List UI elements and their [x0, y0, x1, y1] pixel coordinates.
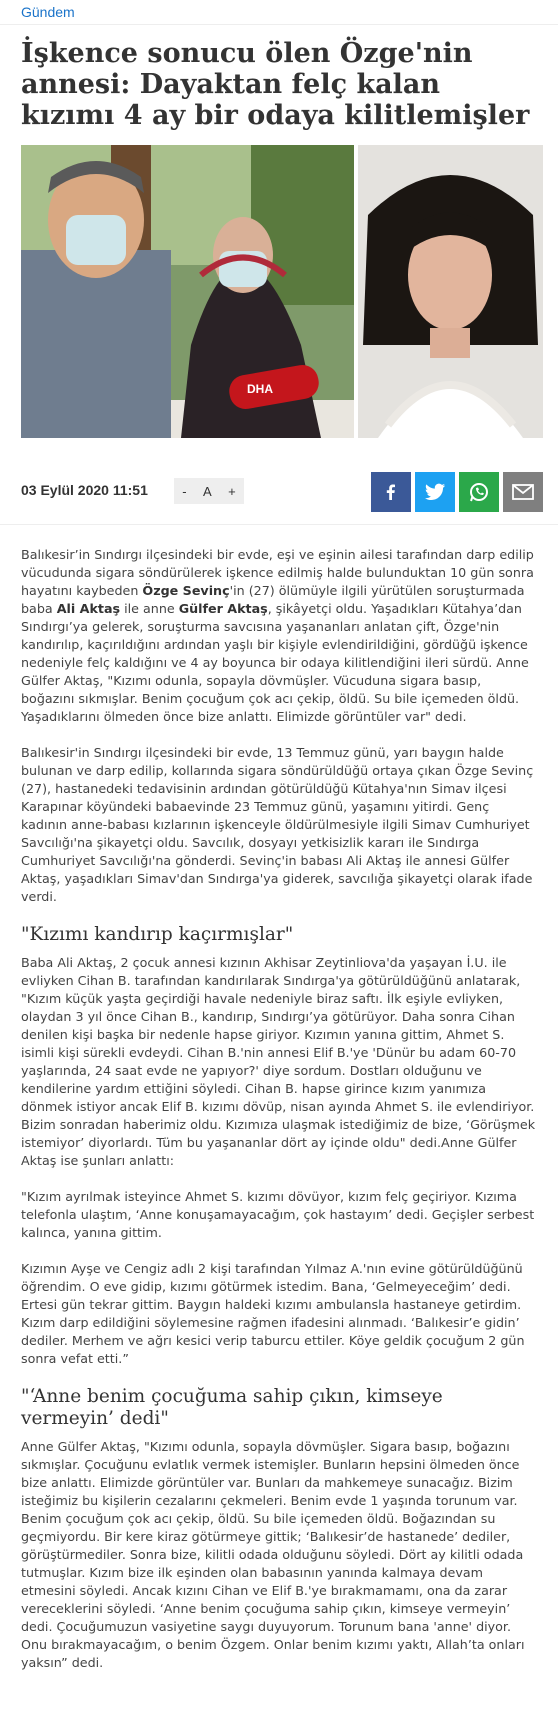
article-body [21, 546, 538, 1690]
ozge-photo [358, 145, 543, 438]
text: 'in (27) ölümüyle ilgili yürütülen soruşturmada baba [21, 583, 525, 616]
article-paragraph: Kızımın Ayşe ve Cengiz adlı 2 kişi tarafından Yılmaz A.'nın evine götürüldüğünü öğrendim. O eve gidip, kızımı götürmek istedim. Bana, ‘Gelmeyeceğim’ dedi. Ertesi gün tekrar gittim. Baygın haldeki kızımı ambulansla hastaneye getirdim. Kızım darp edildiğini söylemesine rağmen ifadesini alınmadı. ‘Balıkesir’e gidin’ dediler. Merhem ve ağrı kesici verip taburcu ettiler. Köye geldik çocuğum 2 gün sonra vefat etti.” [21, 1261, 525, 1366]
font-increase-button[interactable]: + [228, 483, 236, 499]
article-paragraph: "Kızım ayrılmak isteyince Ahmet S. kızımı dövüyor, kızım felç geçiriyor. Kızıma telefonla ulaştım, ‘Anne konuşamayacağım, çok hastayım’ dedi. Geçişler serbest kalınca, yanına gittim. [21, 1189, 535, 1240]
article-subheading: "Kızımı kandırıp kaçırmışlar" [21, 924, 294, 945]
ozge-photo-art [358, 145, 543, 438]
parents-photo [21, 145, 354, 438]
article-paragraph: Balıkesir'in Sındırgı ilçesindeki bir evde, 13 Temmuz günü, yarı baygın halde bulunan ve darp edilip, kollarında sigara söndürüldüğü ortaya çıkan Özge Sevinç (27), hastanedeki tedavisinin ardından götürüldüğü Kütahya'nın Simav ilçesi Karapınar köyündeki babaevinde 23 Temmuz günü, yaşamını yitirdi. Genç kadının anne-babası kızlarının işkenceyle öldürülmesiyle ilgili Simav Cumhuriyet Savcılığı'na şikayetçi oldu. Savcılık, dosyayı yetkisizlik kararı ile Sındırga Cumhuriyet Savcılığı'na gönderdi. Sevinç'in babası Ali Aktaş ile annesi Gülfer Aktaş, yaşadıkları Simav'dan Sındırga'ya giderek, savcılığa şikayetçi olarak ifade verdi. [21, 745, 534, 904]
parents-photo-art [21, 145, 354, 438]
font-size-control [174, 478, 244, 504]
mail-icon [512, 484, 534, 500]
font-decrease-button[interactable]: - [182, 483, 187, 499]
text: ile anne [120, 601, 179, 616]
text: Balıkesir’in Sındırgı ilçesindeki bir evde, eşi ve eşinin ailesi tarafından darp edilip vücudunda sigara söndürülerek işkence edilmiş halde bulunduktan 10 gün sonra hayatını kaybeden [21, 547, 534, 598]
mail-share-button[interactable] [503, 472, 543, 512]
person-name: Ali Aktaş [56, 601, 121, 616]
article-subheading: "‘Anne benim çocuğuma sahip çıkın, kimseye vermeyin’ dedi" [21, 1386, 443, 1429]
divider [0, 524, 558, 525]
facebook-share-button[interactable] [371, 472, 411, 512]
page-title: İşkence sonucu ölen Özge'nin annesi: Dayaktan felç kalan kızımı 4 ay bir odaya kilitlemişler [21, 38, 530, 131]
article-paragraph: Baba Ali Aktaş, 2 çocuk annesi kızının Akhisar Zeytinliova'da yaşayan İ.U. ile evliyken Cihan B. tarafından kandırılarak Sındırga'ya götürüldüğünü anlatarak, "Kızım küçük yaşta geçirdiği havale nedeniyle biraz saftı. İlk eşiyle evliyken, olaydan 3 yıl önce Cihan B., kandırıp, Sındırgı’ya götürüyor. Daha sonra Cihan denilen kişi başka bir nedenle hapse giriyor. Kızımın yanına gittim, Ahmet S. isimli kişi sürekli evdeydi. Cihan B.'nin annesi Elif B.'ye 'Dünür bu adam 60-70 yaşlarında, 24 saat evde ne yapıyor?' diye sordum. Dostları olduğunu ve kendilerine yardım ettiğini söyledi. Cihan B. hapse girince kızım yanımıza dönmek istiyor ancak Elif B. kızımı dövüp, nisan ayında Ahmet S. ile evlendiriyor. Bizim sonradan haberimiz oldu. Kızımıza ulaşmak istediğimiz de bize, ‘Görüşmek istemiyor’ diyorlardı. Tüm bu yaşananlar dört ay içinde oldu" dedi.Anne Gülfer Aktaş ise şunları anlattı: [21, 955, 536, 1168]
person-name: Gülfer Aktaş [178, 601, 268, 616]
mic-logo: DHA [247, 382, 273, 396]
whatsapp-share-button[interactable] [459, 472, 499, 512]
text: , şikâyetçi oldu. Yaşadıkları Kütahya’dan Sındırgı’ya gelerek, soruşturma savcısına yaşananları anlatan çift, Özge'nin kandırılıp, kaçırıldığını ardından yaşlı bir kişiyle evlendirildiğini, gördüğü işkence nedeniyle felç kaldığını ve 4 ay boyunca bir odaya kilitlendiğini ileri sürdü. Anne Gülfer Aktaş, "Kızımı odunla, sopayla dövmüşler. Vücuduna sigara basıp, boğazını sıkmışlar. Benim çocuğum çok acı çekip, öldü. Su bile içemeden öldü. Yaşadıklarını ölmeden önce bize anlattı. Elimizde görüntüler var" dedi. [21, 601, 529, 724]
article-paragraph [21, 546, 538, 726]
facebook-icon [381, 482, 401, 502]
category-link[interactable]: Gündem [21, 4, 75, 20]
divider [0, 24, 558, 25]
publish-date: 03 Eylül 2020 11:51 [21, 482, 148, 498]
person-name: Özge Sevinç [142, 583, 230, 598]
twitter-icon [424, 482, 446, 502]
twitter-share-button[interactable] [415, 472, 455, 512]
font-label: A [203, 483, 212, 499]
whatsapp-icon [468, 481, 490, 503]
article-paragraph: Anne Gülfer Aktaş, "Kızımı odunla, sopayla dövmüşler. Sigara basıp, boğazını sıkmışlar. Çocuğunu evlatlık vermek istemişler. Bunların hepsini ölmeden önce bize anlattı. Elimizde görüntüler var. Bunları da mahkemeye sunacağız. Bizim isteğimiz bu kişilerin cezalarını çekmeleri. Benim evde 1 yaşında torunum var. Benim çocuğum çok acı çekip, öldü. Su bile içemeden öldü. Boğazından su geçmiyordu. Bir kere kiraz götürmeye gittik; ‘Balıkesir’de hastanede’ dediler, görüştürmediler. Sonra bize, kilitli odada olduğunu söyledi. Dört ay kilitli odada tutmuşlar. Kızım bize ilk eşinden olan babasının yanında kalmaya devam etmesini söyledi. Ancak kızını Cihan ve Elif B.'ye bırakmamamı, ona da zarar vereceklerini söyledi. ‘Anne benim çocuğuma sahip çıkın, kimseye vermeyin’ dedi. Çocuğumuzun vasiyetine saygı duyuyorum. Torunum bana 'anne' diyor. Onu bırakmayacağım, o benim Özgem. Onlar benim kızımı yaktı, Allah’ta onları yaksın” dedi. [21, 1439, 525, 1670]
